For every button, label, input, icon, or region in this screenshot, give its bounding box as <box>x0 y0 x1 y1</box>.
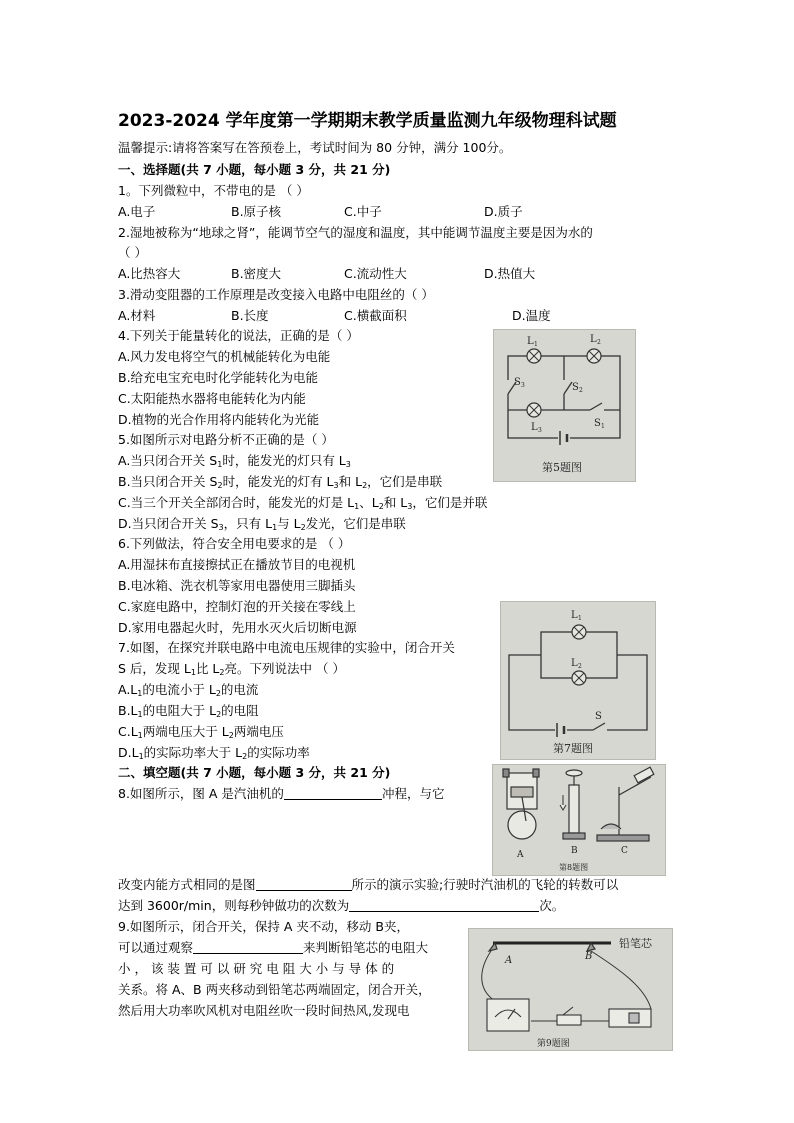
svg-text:1: 1 <box>578 615 582 622</box>
svg-text:3: 3 <box>538 427 542 434</box>
fig5-caption: 第5题图 <box>542 461 582 474</box>
q8-blank-2[interactable] <box>256 878 352 891</box>
q4-stem: 4.下列关于能量转化的说法，正确的是（ ） <box>118 328 359 343</box>
q5-stem: 5.如图所示对电路分析不正确的是（ ） <box>118 432 334 447</box>
q6-option-b: B.电冰箱、洗衣机等家用电器使用三脚插头 <box>118 578 356 593</box>
q7-stem-line2: S 后，发现 $L_1$比 $L_2$亮。下列说法中 （ ） <box>118 661 345 677</box>
section-2-heading: 二、填空题(共 7 小题，每小题 3 分，共 21 分) <box>118 765 391 780</box>
svg-text:2: 2 <box>579 387 583 394</box>
q4-option-d: D.植物的光合作用将内能转化为光能 <box>118 412 320 427</box>
svg-text:C: C <box>621 846 628 856</box>
svg-text:3: 3 <box>521 382 525 389</box>
svg-text:1: 1 <box>601 423 605 430</box>
fig8-caption: 第8题图 <box>559 863 589 872</box>
q3-option-d: D.温度 <box>512 308 551 323</box>
q4-option-c: C.太阳能热水器将电能转化为内能 <box>118 391 306 406</box>
svg-text:1: 1 <box>534 341 538 348</box>
q7-option-c: $C.L_1$两端电压大于 $L_2$两端电压 <box>118 724 284 740</box>
q5-option-a: A.当只闭合开关 $S_1$时，能发光的灯只有 $L_3$ <box>118 453 351 469</box>
q8-line2: 改变内能方式相同的是图 所示的演示实验;行驶时汽油机的飞轮的转数可以 <box>118 877 619 892</box>
svg-text:2: 2 <box>578 663 582 670</box>
q1-option-b: B.原子核 <box>231 204 282 219</box>
q5-option-b: B.当只闭合开关 $S_2$时，能发光的灯有 $L_3$和 $L_2$，它们是串联 <box>118 474 443 490</box>
q3-stem: 3.滑动变阻器的工作原理是改变接入电路中电阻丝的（ ） <box>118 287 434 302</box>
q6-option-a: A.用湿抹布直接擦拭正在播放节目的电视机 <box>118 557 356 572</box>
q3-option-c: C.横截面积 <box>344 308 407 323</box>
q3-option-a: A.材料 <box>118 308 156 323</box>
q2-stem: 2.湿地被称为“地球之肾”，能调节空气的湿度和温度，其中能调节温度主要是因为水的 <box>118 225 593 240</box>
q9-blank-1[interactable] <box>193 941 303 954</box>
svg-text:S: S <box>595 711 602 722</box>
q2-option-a: A.比热容大 <box>118 266 181 281</box>
q1-option-a: A.电子 <box>118 204 156 219</box>
fig9-switch <box>557 1015 581 1025</box>
q4-option-b: B.给充电宝充电时化学能转化为电能 <box>118 370 319 385</box>
q9-line1: 9.如图所示，闭合开关，保持 A 夹不动，移动 B夹， <box>118 919 409 934</box>
svg-text:2: 2 <box>597 339 601 346</box>
fig9-ammeter <box>487 999 529 1031</box>
svg-text:L: L <box>571 658 578 669</box>
svg-text:B: B <box>571 846 578 856</box>
q3-option-b: B.长度 <box>231 308 269 323</box>
q6-option-d: D.家用电器起火时，先用水灭火后切断电源 <box>118 620 357 635</box>
q9-line2: 可以通过观察 来判断铅笔芯的电阻大 <box>118 940 429 955</box>
svg-text:S: S <box>594 418 601 429</box>
q2-option-b: B.密度大 <box>231 266 282 281</box>
svg-text:L: L <box>571 610 578 621</box>
q2-option-c: C.流动性大 <box>344 266 407 281</box>
q1-stem: 1。下列微粒中，不带电的是 （ ） <box>118 183 309 198</box>
fig7-caption: 第7题图 <box>553 742 593 755</box>
q7-option-d: $D.L_1$的实际功率大于 $L_2$的实际功率 <box>118 745 310 761</box>
section-1-heading: 一、选择题(共 7 小题，每小题 3 分，共 21 分) <box>118 162 391 177</box>
q2-option-d: D.热值大 <box>484 266 536 281</box>
q9-line3: 小 ， 该 装 置 可 以 研 究 电 阻 大 小 与 导 体 的 <box>118 961 395 976</box>
q9-line5: 然后用大功率吹风机对电阻丝吹一段时间热风,发现电 <box>118 1003 410 1018</box>
svg-text:A: A <box>505 955 513 966</box>
svg-text:S: S <box>572 382 579 393</box>
figure-7-circuit <box>500 601 656 760</box>
q8-line3: 达到 3600r/min，则每秒钟做功的次数为 次。 <box>118 898 565 913</box>
svg-text:A: A <box>517 850 524 860</box>
q8-line1: 8.如图所示，图 A 是汽油机的 冲程，与它 <box>118 786 445 801</box>
q8-blank-3[interactable] <box>349 899 539 912</box>
svg-text:铅笔芯: 铅笔芯 <box>619 937 652 950</box>
figure-8-engine <box>492 764 666 876</box>
q6-option-c: C.家庭电路中，控制灯泡的开关接在零线上 <box>118 599 356 614</box>
q7-option-a: $A.L_1$的电流小于 $L_2$的电流 <box>118 682 259 698</box>
q9-line4: 关系。将 A、B 两夹移动到铅笔芯两端固定，闭合开关， <box>118 982 431 997</box>
q7-option-b: $B.L_1$的电阻大于 $L_2$的电阻 <box>118 703 259 719</box>
svg-text:L: L <box>590 334 597 345</box>
svg-text:L: L <box>531 422 538 433</box>
q1-option-d: D.质子 <box>484 204 523 219</box>
q6-stem: 6.下列做法，符合安全用电要求的是 （ ） <box>118 536 351 551</box>
notice: 温馨提示:请将答案写在答预卷上，考试时间为 80 分钟，满分 100分。 <box>118 140 512 155</box>
figure-9-pencil-lead <box>468 928 673 1051</box>
q7-stem-line1: 7.如图，在探究并联电路中电流电压规律的实验中，闭合开关 <box>118 640 455 655</box>
q8-blank-1[interactable] <box>284 787 382 800</box>
q1-option-c: C.中子 <box>344 204 382 219</box>
q2-stem-cont: （ ） <box>118 245 147 260</box>
fig9-caption: 第9题图 <box>537 1039 570 1049</box>
q4-option-a: A.风力发电将空气的机械能转化为电能 <box>118 349 331 364</box>
svg-text:B: B <box>585 951 593 962</box>
q5-option-d: D.当只闭合开关 $S_3$，只有 $L_1$与 $L_2$发光，它们是串联 <box>118 516 406 532</box>
svg-text:S: S <box>514 377 521 388</box>
figure-5-circuit <box>493 329 636 482</box>
page-title: 2023-2024 学年度第一学期期末教学质量监测九年级物理科试题 <box>118 111 617 131</box>
svg-text:L: L <box>527 336 534 347</box>
q5-option-c: C.当三个开关全部闭合时，能发光的灯是 $L_1$、$L_2$和 $L_3$，它们是并联 <box>118 495 488 511</box>
